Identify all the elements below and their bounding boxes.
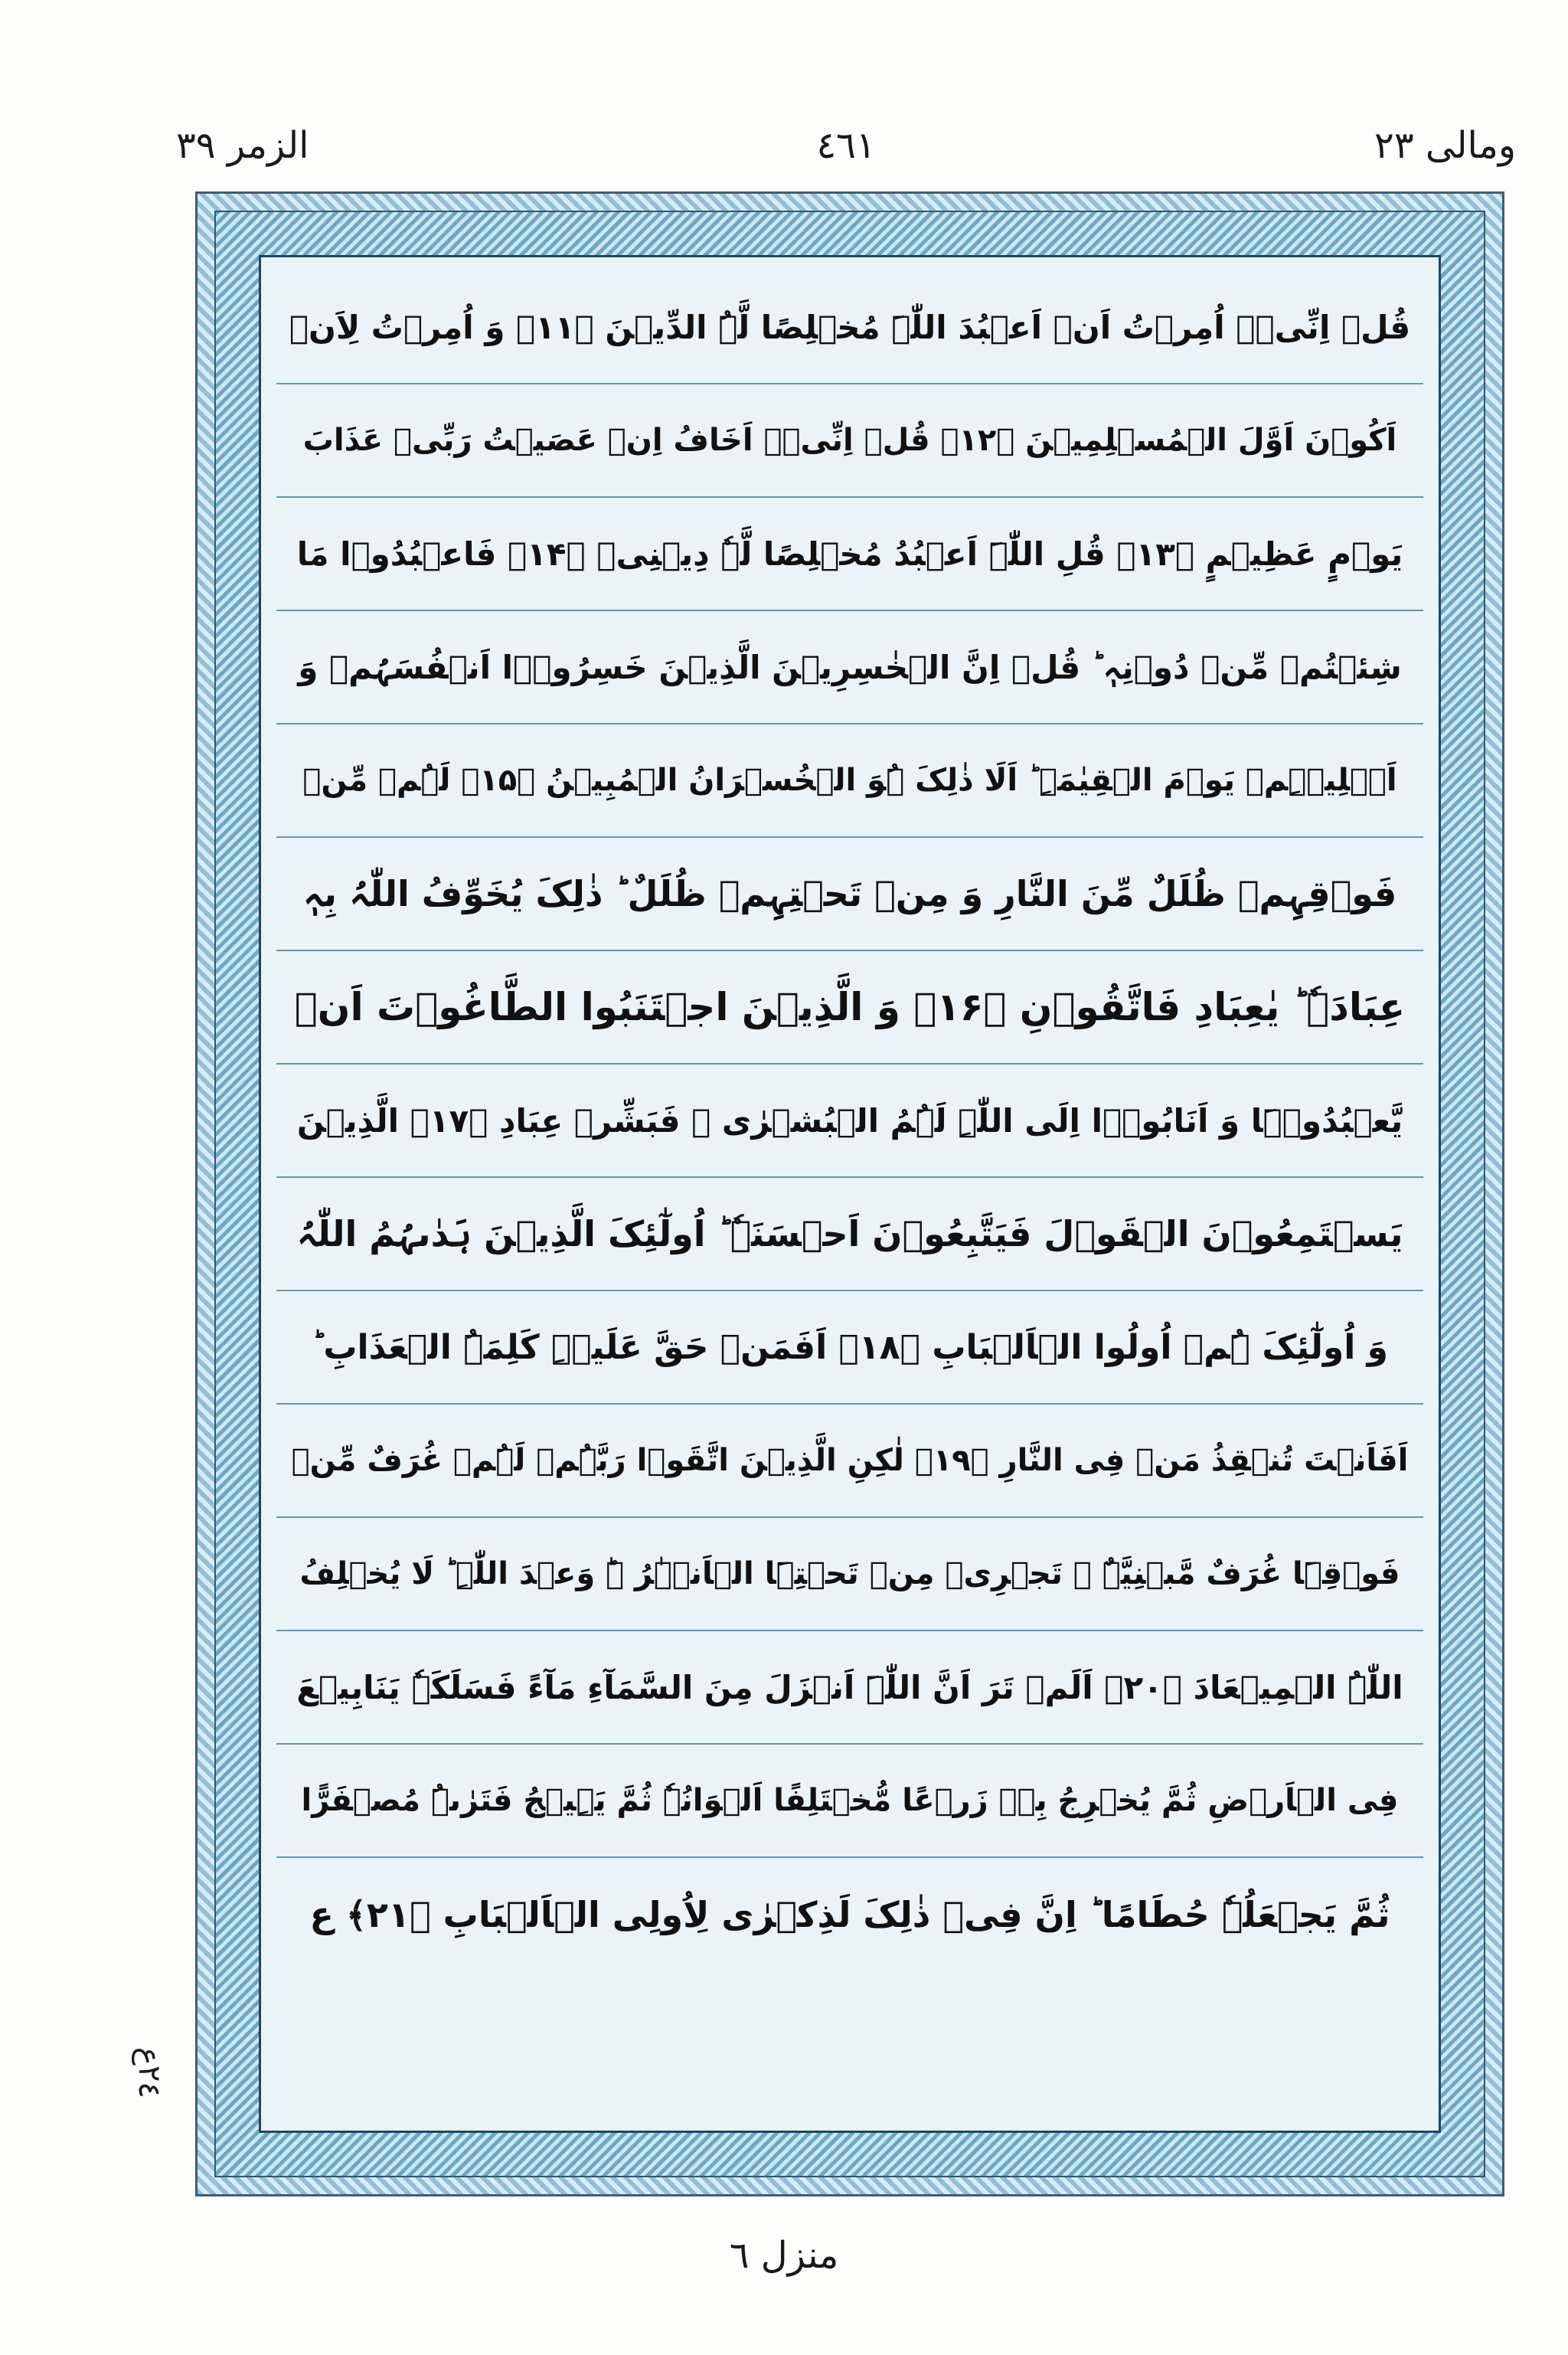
manzil-label: منزل ٦ [729,2234,839,2277]
verse-line-text: قُلۡ اِنِّیۡۤ اُمِرۡتُ اَنۡ اَعۡبُدَ اللّٰہَ مُخۡلِصًا لَّہُ الدِّیۡنَ ﴿۱۱﴾ وَ اُمِرۡتُ لِاَنۡ [289,308,1411,346]
verse-line [276,951,1423,1065]
verse-line-text: وَ اُولٰٓئِکَ ہُمۡ اُولُوا الۡاَلۡبَابِ ﴿۱۸﴾ اَفَمَنۡ حَقَّ عَلَیۡہِ کَلِمَۃُ الۡعَذَابِ ؕ [312,1327,1388,1367]
verse-line [276,1178,1423,1291]
surah-label: الزمر ٣٩ [176,124,309,167]
verse-line-text: یَوۡمٍ عَظِیۡمٍ ﴿۱۳﴾ قُلِ اللّٰہَ اَعۡبُدُ مُخۡلِصًا لَّہٗ دِیۡنِیۡ ﴿۱۴﴾ فَاعۡبُدُوۡا مَا [296,535,1403,573]
verse-line-text: شِئۡتُمۡ مِّنۡ دُوۡنِہٖ ؕ قُلۡ اِنَّ الۡخٰسِرِیۡنَ الَّذِیۡنَ خَسِرُوۡۤا اَنۡفُسَہُمۡ وَ [298,648,1402,686]
verse-line-text: اَفَاَنۡتَ تُنۡقِذُ مَنۡ فِی النَّارِ ﴿۱۹﴾ لٰکِنِ الَّذِیۡنَ اتَّقَوۡا رَبَّہُمۡ لَہُمۡ غُرَفٌ مِّنۡ [291,1443,1409,1478]
verse-line-text: یَسۡتَمِعُوۡنَ الۡقَوۡلَ فَیَتَّبِعُوۡنَ اَحۡسَنَہٗ ؕ اُولٰٓئِکَ الَّذِیۡنَ ہَدٰىہُمُ اللّٰہُ [296,1213,1403,1254]
verse-line [276,1631,1423,1745]
verse-line [276,724,1423,838]
verse-line-text: اللّٰہُ الۡمِیۡعَادَ ﴿۲۰﴾ اَلَمۡ تَرَ اَنَّ اللّٰہَ اَنۡزَلَ مِنَ السَّمَآءِ مَآءً فَسَلَکَہٗ یَنَابِیۡعَ [296,1668,1403,1706]
verse-line-text: فَوۡقِہَا غُرَفٌ مَّبۡنِیَّۃٌ ۙ تَجۡرِیۡ مِنۡ تَحۡتِہَا الۡاَنۡہٰرُ ۬ؕ وَعۡدَ اللّٰہِ ؕ لَا یُخۡلِفُ [299,1556,1400,1591]
page-header [176,115,1516,184]
verse-line-text: یَّعۡبُدُوۡہَا وَ اَنَابُوۡۤا اِلَی اللّٰہِ لَہُمُ الۡبُشۡرٰی ۚ فَبَشِّرۡ عِبَادِ ﴿۱۷﴾ الَّذِیۡنَ [296,1101,1403,1140]
verse-line [276,1405,1423,1518]
verse-line [276,611,1423,724]
verse-line [276,384,1423,498]
verse-line [276,838,1423,951]
verse-line-text: فَوۡقِہِمۡ ظُلَلٌ مِّنَ النَّارِ وَ مِنۡ تَحۡتِہِمۡ ظُلَلٌ ؕ ذٰلِکَ یُخَوِّفُ اللّٰہُ بِہٖ [302,873,1397,914]
verse-line [276,1065,1423,1178]
verse-line-text: ثُمَّ یَجۡعَلُہٗ حُطَامًا ؕ اِنَّ فِیۡ ذٰلِکَ لَذِکۡرٰی لِاُولِی الۡاَلۡبَابِ ﴿۲۱﴾ ع [309,1894,1390,1935]
verse-line-text: فِی الۡاَرۡضِ ثُمَّ یُخۡرِجُ بِہٖ زَرۡعًا مُّخۡتَلِفًا اَلۡوَانُہٗ ثُمَّ یَہِیۡجُ فَتَرٰىہُ مُصۡفَرًّا [301,1783,1399,1818]
verse-text-panel [259,255,1441,2133]
verse-line [276,1858,1423,1971]
verse-line-text: عِبَادَہٗ ؕ یٰعِبَادِ فَاتَّقُوۡنِ ﴿۱۶﴾ وَ الَّذِیۡنَ اجۡتَنَبُوا الطَّاغُوۡتَ اَنۡ [294,985,1406,1029]
page-number: ٤٦١ [816,124,876,167]
ruku-marker: ٢٤ع [132,2047,167,2098]
juz-label: ومالی ٢٣ [1374,124,1516,167]
verse-line [276,1291,1423,1405]
verse-line [276,1518,1423,1631]
verse-line [276,498,1423,611]
ornamental-frame [195,191,1504,2196]
verse-line [276,271,1423,384]
verse-line-text: اَہۡلِیۡہِمۡ یَوۡمَ الۡقِیٰمَۃِ ؕ اَلَا ذٰلِکَ ہُوَ الۡخُسۡرَانُ الۡمُبِیۡنُ ﴿۱۵﴾ لَہُمۡ مِّنۡ [302,763,1397,798]
verse-line-text: اَکُوۡنَ اَوَّلَ الۡمُسۡلِمِیۡنَ ﴿۱۲﴾ قُلۡ اِنِّیۡۤ اَخَافُ اِنۡ عَصَیۡتُ رَبِّیۡ عَذَابَ [302,423,1397,458]
verse-line [276,1745,1423,1858]
